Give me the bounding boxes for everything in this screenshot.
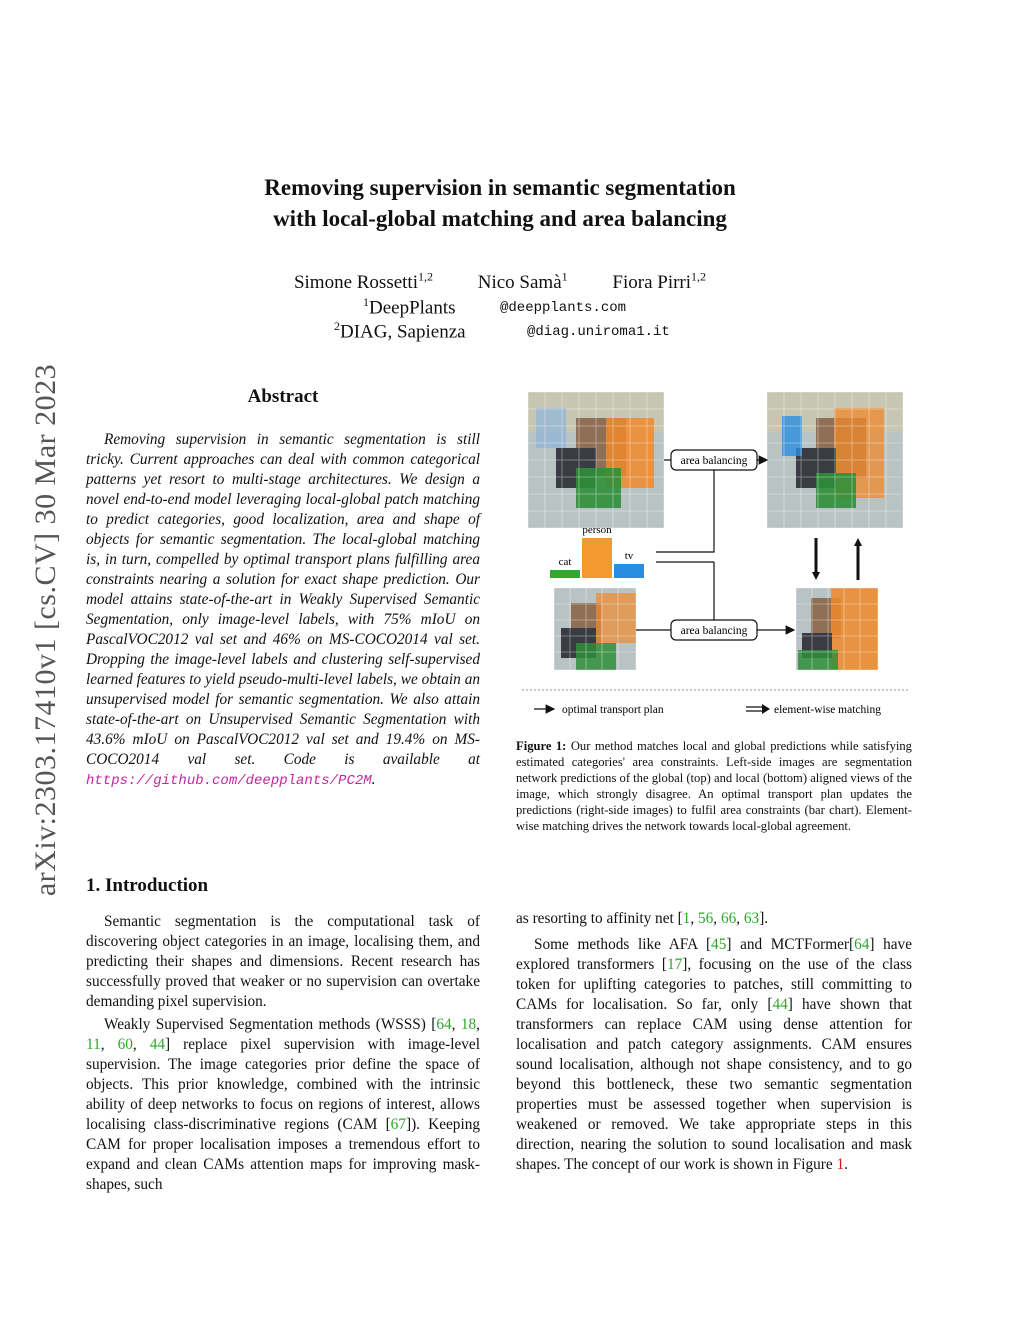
email-2: @diag.uniroma1.it (527, 324, 670, 340)
citation-link[interactable]: 56 (697, 910, 714, 927)
title-line-1: Removing supervision in semantic segmentation (264, 175, 736, 200)
author-list (200, 270, 800, 294)
bar-label-cat: cat (558, 556, 572, 568)
citation-link[interactable]: 44 (149, 1036, 166, 1053)
local-prediction-image-right (796, 588, 878, 670)
caption-text: Our method matches local and global predictions while satisfying estimated categories' area constraints. Left-side images are segmentation network predictions of the global (top) and local (bottom) aligned views of the image, which strongly disagree. An optimal transport plan updates the predictions (right-side images) to fulfil area constraints (bar chart). Element-wise matching drives the network towards local-global agreement. (516, 739, 912, 833)
global-prediction-image-left (528, 392, 664, 528)
intro-left-column (86, 912, 480, 1198)
area-constraint-bar-chart (550, 524, 644, 578)
abstract-heading: Abstract (247, 386, 319, 407)
paragraph: as resorting to affinity net [1, 56, 66, 63]. (516, 910, 769, 927)
citation-link[interactable]: 64 (854, 936, 870, 953)
citation-link[interactable]: 66 (720, 910, 737, 927)
paragraph: Some methods like AFA [45] and MCTFormer[64] have explored transformers [17], focusing on the use of the class token for uplifting categories to patches, still committing to CAMs for localisation. So far, only [44] have shown that transformers can replace CAM using dense attention for localisation and patch category assignments. CAM ensures sound localisation, although not shape consistency, and to go beyond this bottleneck, these two semantic segmentation properties must be assessed together when supervision is weakened or removed. We take appropriate steps in this direction, nearing the solution to sound localisation and mask shapes. The concept of our work is shown in Figure 1. (516, 936, 912, 1173)
caption-label: Figure 1: (516, 739, 567, 753)
bar-label-tv: tv (624, 550, 634, 562)
citation-link[interactable]: 64 (436, 1016, 452, 1033)
author: Simone Rossetti$^{1,2}$ (293, 270, 433, 294)
legend-element-wise: element-wise matching (774, 704, 881, 716)
citation-link[interactable]: 67 (390, 1116, 406, 1133)
affiliation-1: $^1$DeepPlants (363, 295, 456, 319)
citation-link[interactable]: 18 (460, 1016, 477, 1033)
intro-right-column (516, 909, 912, 1178)
global-prediction-image-right (767, 392, 903, 528)
figure-link[interactable]: 1 (836, 1156, 845, 1173)
bar-tv (614, 564, 644, 578)
citation-link[interactable]: 44 (772, 996, 788, 1013)
citation-link[interactable]: 60 (117, 1036, 133, 1053)
bar-cat (550, 570, 580, 578)
area-balancing-label-bottom: area balancing (680, 625, 748, 637)
figure-legend (534, 704, 881, 716)
legend-optimal-transport: optimal transport plan (562, 704, 664, 716)
citation-link[interactable]: 17 (666, 956, 683, 973)
title-line-2: with local-global matching and area balancing (273, 206, 727, 231)
email-1: @deepplants.com (500, 300, 627, 316)
bar-person (582, 538, 612, 578)
bar-label-person: person (582, 524, 612, 536)
author: Nico Samà$^1$ (477, 270, 568, 294)
figure-1 (516, 388, 912, 724)
paragraph: Semantic segmentation is the computational task of discovering object categories in an image, localising them, and predicting their shapes and dimensions. Recent research has successfully proved that weaker or no supervision can overtake demanding pixel supervision. (86, 913, 480, 1010)
author: Fiora Pirri$^{1,2}$ (612, 270, 707, 294)
abstract-body: Removing supervision in semantic segmentation is still tricky. Current approaches can deal with common categorical patterns yet resort to multi-stage architectures. We design a novel end-to-end model leveraging local-global patch matching to predict categories, good localization, area and shape of objects for semantic segmentation. The local-global matching is, in turn, compelled by optimal transport plans fulfilling area constraints nearing a solution for exact shape prediction. Our model attains state-of-the-art in Weakly Supervised Semantic Segmentation, only image-level labels, with 75% mIoU on PascalVOC2012 val set and 46% on MS-COCO2014 val set. Dropping the image-level labels and clustering self-supervised learned features to yield pseudo-multi-level labels, we obtain an unsupervised model for semantic segmentation. We also attain state-of-the-art on Unsupervised Semantic Segmentation with 43.6% mIoU on PascalVOC2012 val set and 19.4% on MS-COCO2014 val set. Code is available at https://github.com/deepplants/PC2M. (86, 431, 480, 789)
arxiv-id: arXiv:2303.17410v1 [cs.CV] 30 Mar 2023 (29, 363, 62, 897)
figure-1-caption (516, 738, 912, 834)
section-heading-introduction: 1. Introduction (86, 875, 209, 896)
arxiv-sidebar-stamp (22, 300, 70, 960)
citation-link[interactable]: 1 (682, 910, 691, 927)
code-link[interactable]: https://github.com/deepplants/PC2M (86, 773, 372, 789)
element-wise-matching-arrows (812, 538, 862, 580)
paper-title (150, 172, 850, 234)
citation-link[interactable]: 45 (711, 936, 727, 953)
citation-link[interactable]: 11 (86, 1036, 101, 1053)
figure-1-diagram (516, 388, 912, 724)
local-prediction-image-left (554, 588, 636, 670)
affiliation-2: $^2$DIAG, Sapienza (334, 319, 466, 343)
area-balancing-label-top: area balancing (680, 455, 748, 467)
paragraph: Weakly Supervised Segmentation methods (WSSS) [64, 18, 11, 60, 44] replace pixel supervision with image-level supervision. The image categories prior define the space of objects. This prior knowledge, combined with the intrinsic ability of deep networks to focus on regions of interest, allows localising class-discriminative regions (CAM [67]). Keeping CAM for proper localisation imposes a tremendous effort to expand and clean CAMs attention maps for improving mask-shapes, such (86, 1016, 480, 1193)
citation-link[interactable]: 63 (743, 910, 760, 927)
